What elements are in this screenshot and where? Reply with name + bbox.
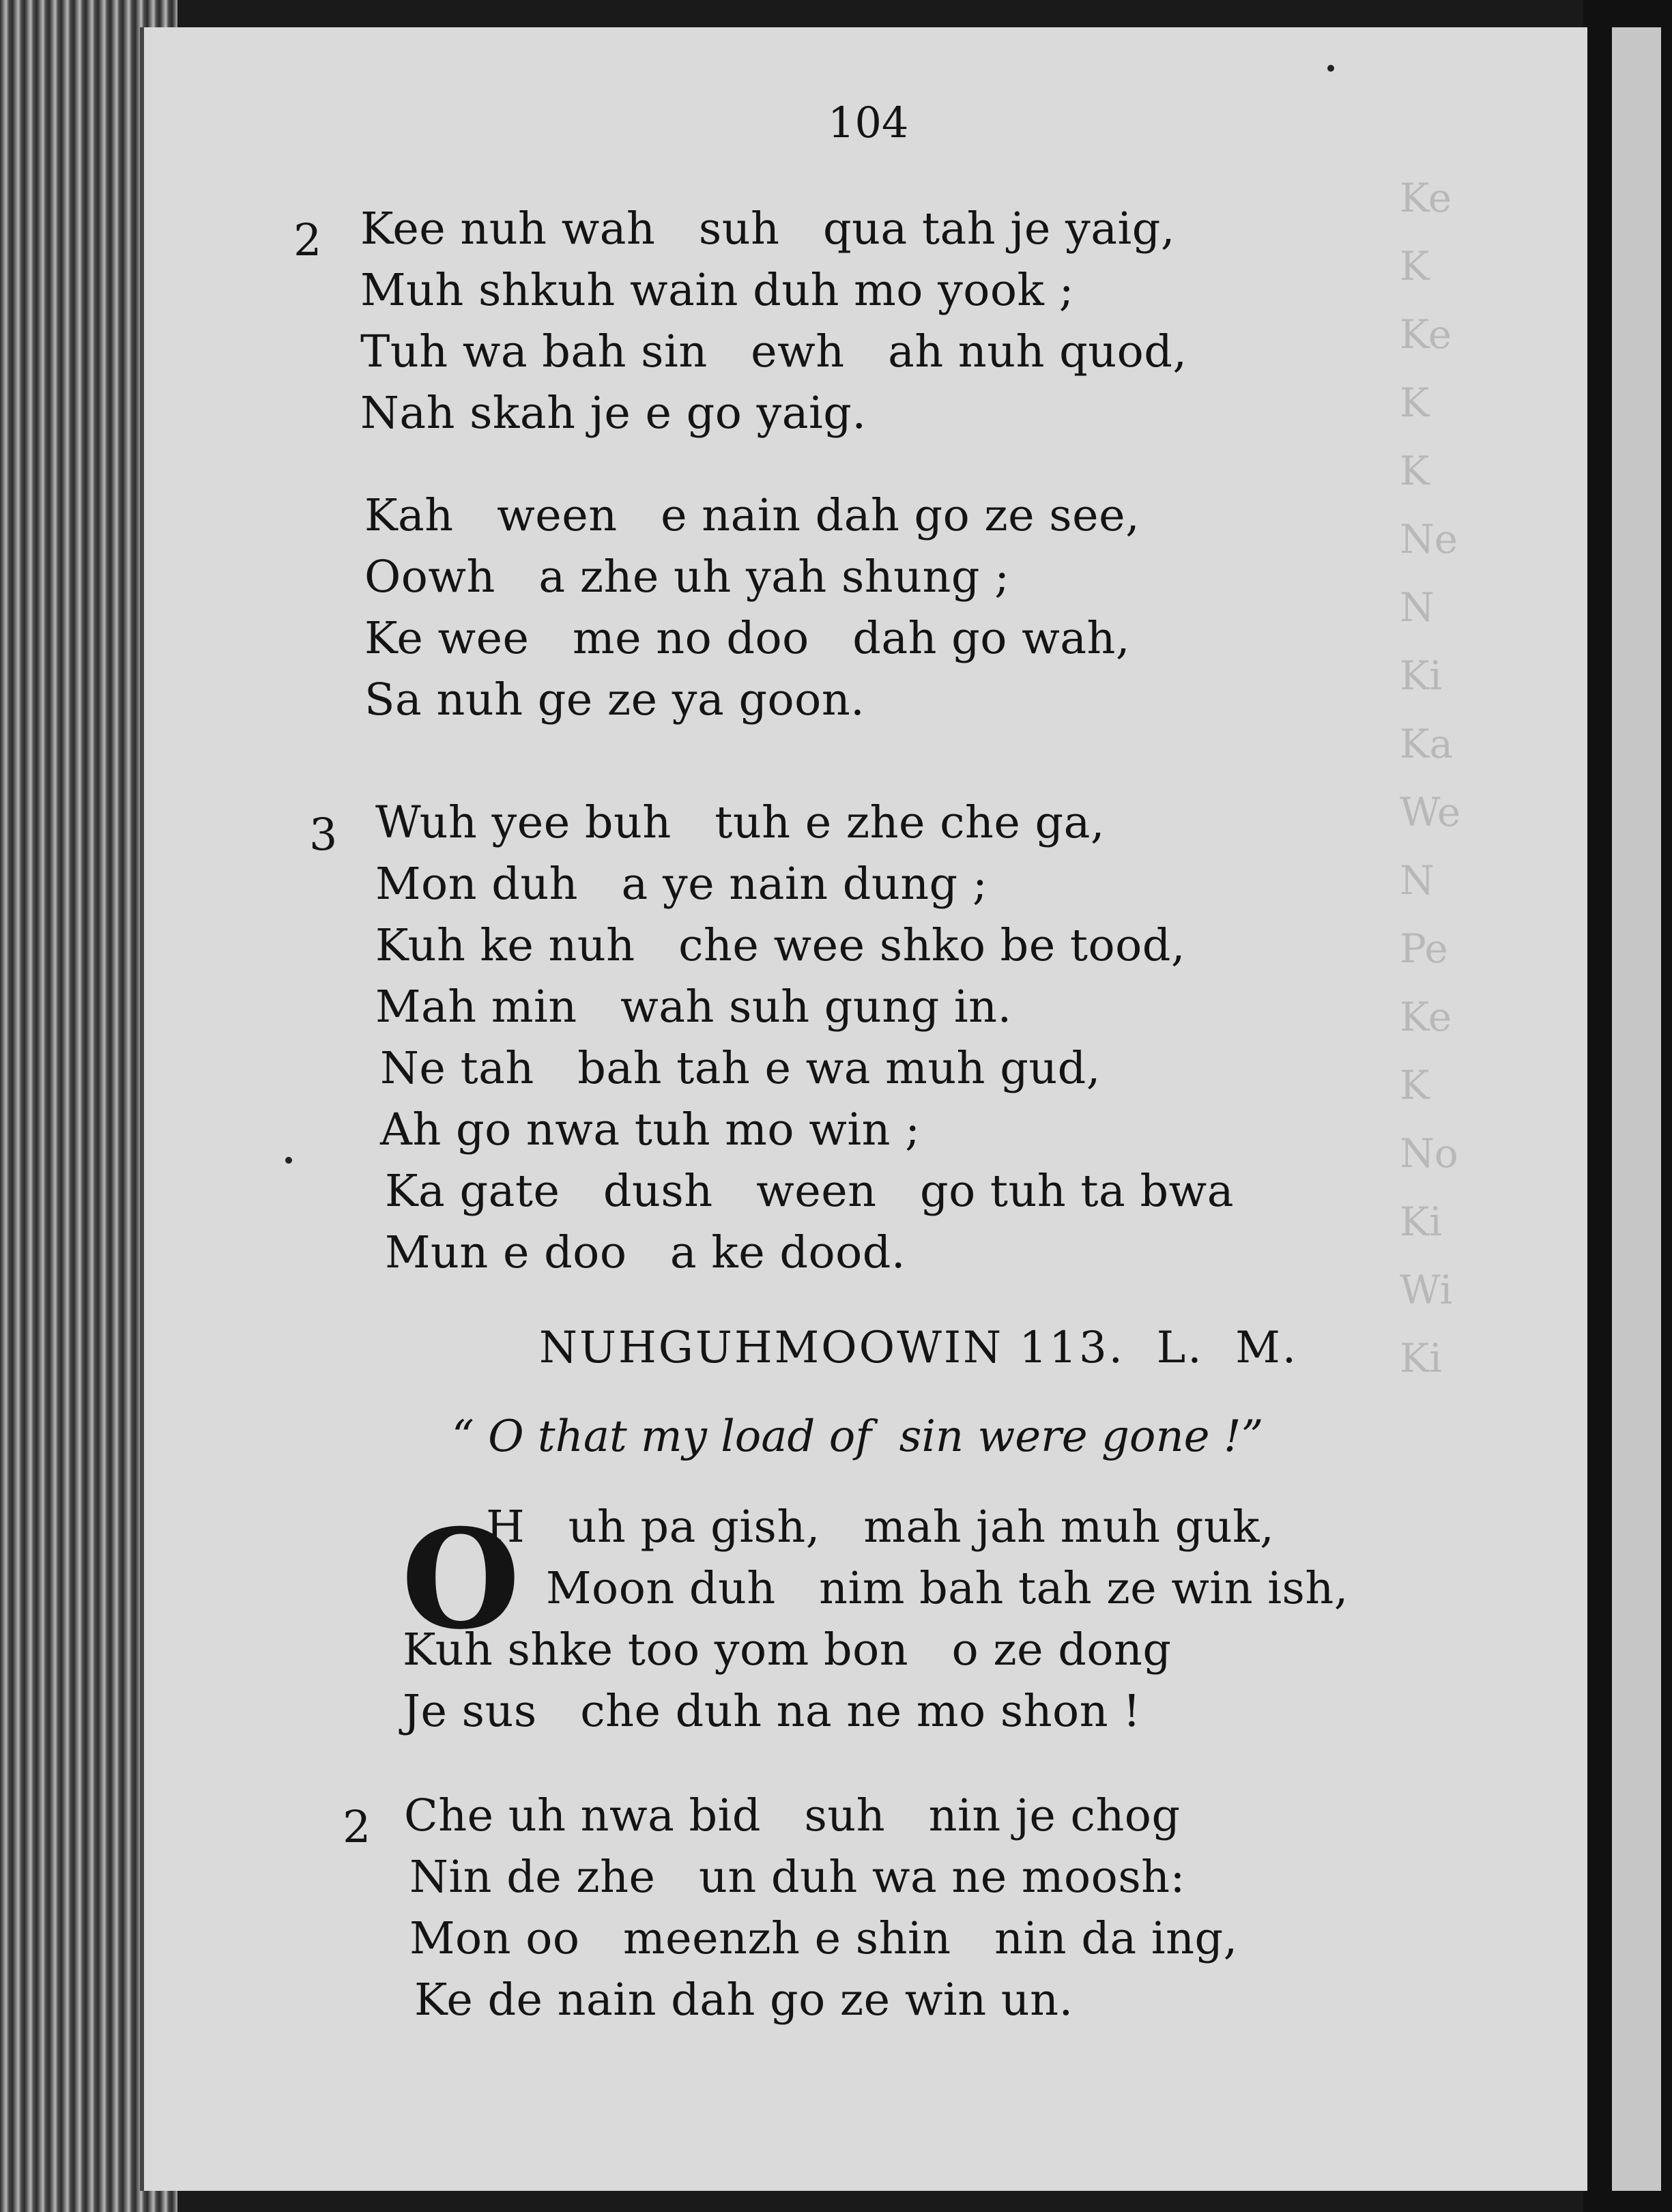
hymn-line: Je sus che duh na ne mo shon ! xyxy=(403,1686,1141,1737)
hymn-line: Mon duh a ye nain dung ; xyxy=(375,859,988,910)
hymn-line: Wuh yee buh tuh e zhe che ga, xyxy=(375,797,1105,848)
hymn-line: Ne tah bah tah e wa muh gud, xyxy=(380,1043,1101,1094)
facing-page-edge xyxy=(1612,27,1661,2191)
verse-number: 3 xyxy=(309,809,338,861)
ink-speck xyxy=(285,1157,292,1164)
show-through-text: Ke K Ke K K Ne N Ki Ka We N Pe Ke K No Ki Wi Ki xyxy=(1400,175,1461,1381)
hymn-line: Moon duh nim bah tah ze win ish, xyxy=(546,1563,1349,1614)
hymn-line: Nin de zhe un duh wa ne moosh: xyxy=(409,1852,1185,1903)
hymn-line: Ah go nwa tuh mo win ; xyxy=(380,1104,921,1155)
hymn-line: Sa nuh ge ze ya goon. xyxy=(364,674,865,726)
hymn-line: Ke wee me no doo dah go wah, xyxy=(364,613,1130,664)
hymn-line: Ke de nain dah go ze win un. xyxy=(414,1974,1073,2026)
verse-number: 2 xyxy=(293,215,322,266)
hymn-line: Ka gate dush ween go tuh ta bwa xyxy=(385,1166,1234,1217)
verse-number: 2 xyxy=(343,1802,371,1853)
hymn-line: Oowh a zhe uh yah shung ; xyxy=(364,551,1010,603)
page-number: 104 xyxy=(828,98,909,147)
hymn-line: Mon oo meenzh e shin nin da ing, xyxy=(409,1913,1238,1964)
hymn-line: Muh shkuh wain duh mo yook ; xyxy=(360,265,1075,316)
ink-speck xyxy=(1327,65,1334,72)
hymn-line: Kuh ke nuh che wee shko be tood, xyxy=(375,920,1186,971)
drop-cap: O xyxy=(401,1499,521,1660)
hymn-line: Kah ween e nain dah go ze see, xyxy=(364,490,1140,541)
hymn-line: H uh pa gish, mah jah muh guk, xyxy=(486,1502,1275,1553)
hymn-motto: “ O that my load of sin were gone !” xyxy=(452,1411,1264,1462)
hymn-line: Che uh nwa bid suh nin je chog xyxy=(404,1790,1181,1841)
hymn-title: NUHGUHMOOWIN 113. L. M. xyxy=(539,1323,1299,1373)
hymn-line: Mun e doo a ke dood. xyxy=(385,1227,906,1278)
hymn-line: Kuh shke too yom bon o ze dong xyxy=(403,1624,1172,1676)
hymn-line: Nah skah je e go yaig. xyxy=(360,388,867,439)
hymn-line: Tuh wa bah sin ewh ah nuh quod, xyxy=(360,326,1187,377)
hymn-line: Mah min wah suh gung in. xyxy=(375,981,1012,1033)
hymn-line: Kee nuh wah suh qua tah je yaig, xyxy=(360,203,1176,255)
